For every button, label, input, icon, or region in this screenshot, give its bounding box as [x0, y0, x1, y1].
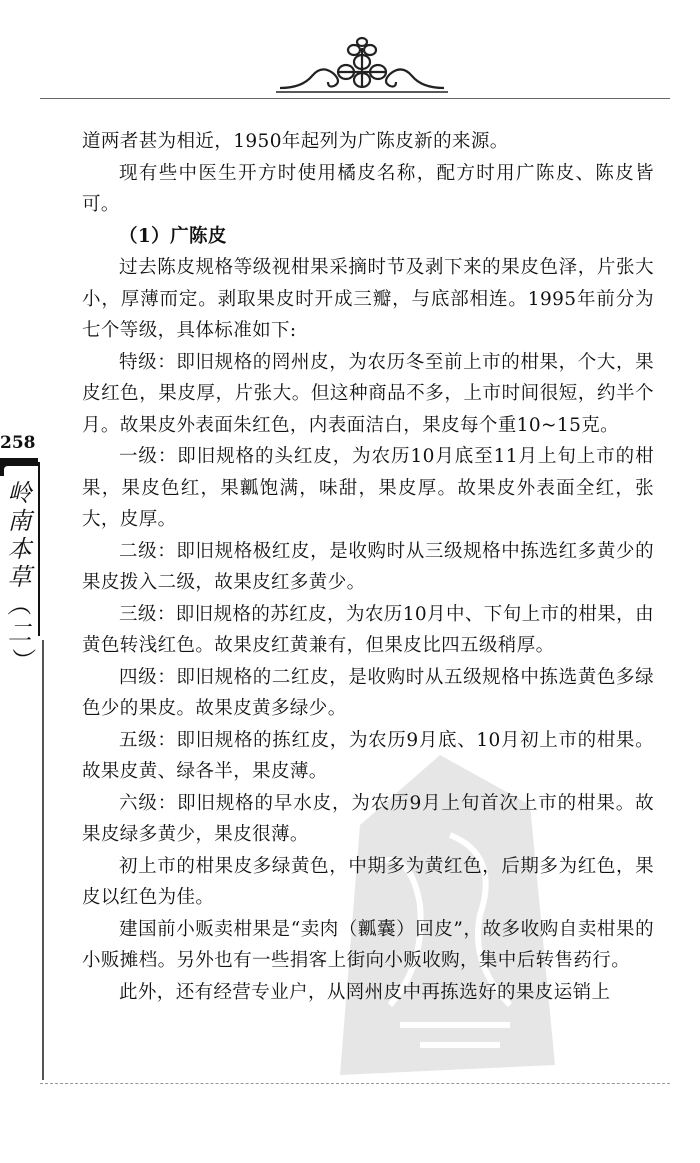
header-ornament	[272, 36, 452, 96]
paragraph: 三级：即旧规格的苏红皮，为农历10月中、下旬上市的柑果，由黄色转浅红色。故果皮红黄兼有，但果皮比四五级稍厚。	[82, 603, 654, 656]
paragraph: 一级：即旧规格的头红皮，为农历10月底至11月上旬上市的柑果，果皮色红，果瓤饱满，味甜，果皮厚。故果皮外表面全红，张大，皮厚。	[82, 446, 654, 530]
paragraph: 现有些中医生开方时使用橘皮名称，配方时用广陈皮、陈皮皆可。	[82, 162, 654, 215]
paragraph: 初上市的柑果皮多绿黄色，中期多为黄红色，后期多为红色，果皮以红色为佳。	[82, 855, 654, 908]
paragraph: 四级：即旧规格的二红皮，是收购时从五级规格中拣选黄色多绿色少的果皮。故果皮黄多绿少。	[82, 666, 654, 719]
paragraph: 五级：即旧规格的拣红皮，为农历9月底、10月初上市的柑果。故果皮黄、绿各半，果皮薄。	[82, 729, 654, 782]
body-text	[82, 126, 654, 1008]
paragraph: 道两者甚为相近，1950年起列为广陈皮新的来源。	[82, 131, 509, 152]
paragraph: 过去陈皮规格等级视柑果采摘时节及剥下来的果皮色泽，片张大小，厚薄而定。剥取果皮时开成三瓣，与底部相连。1995年前分为七个等级，具体标准如下:	[82, 257, 654, 341]
page-number: 258	[0, 433, 36, 453]
section-heading: （1）广陈皮	[119, 225, 227, 247]
running-title: 岭南本草（二）	[3, 480, 31, 676]
header-rule	[40, 98, 670, 99]
paragraph: 六级：即旧规格的早水皮，为农历9月上旬首次上市的柑果。故果皮绿多黄少，果皮很薄。	[82, 792, 654, 845]
paragraph: 建国前小贩卖柑果是“卖肉（瓤囊）回皮”，故多收购自卖柑果的小贩摊档。另外也有一些捐客上街向小贩收购，集中后转售药行。	[82, 918, 654, 971]
paragraph: 二级：即旧规格极红皮，是收购时从三级规格中拣选红多黄少的果皮拨入二级，故果皮红多黄少。	[82, 540, 654, 593]
footer-rule	[40, 1083, 670, 1084]
paragraph: 特级：即旧规格的罔州皮，为农历冬至前上市的柑果，个大，果皮红色，果皮厚，片张大。但这种商品不多，上市时间很短，约半个月。故果皮外表面朱红色，内表面洁白，果皮每个重10~15克。	[82, 351, 654, 436]
paragraph: 此外，还有经营专业户，从罔州皮中再拣选好的果皮运销上	[119, 981, 611, 1003]
margin-rule	[42, 640, 44, 1080]
